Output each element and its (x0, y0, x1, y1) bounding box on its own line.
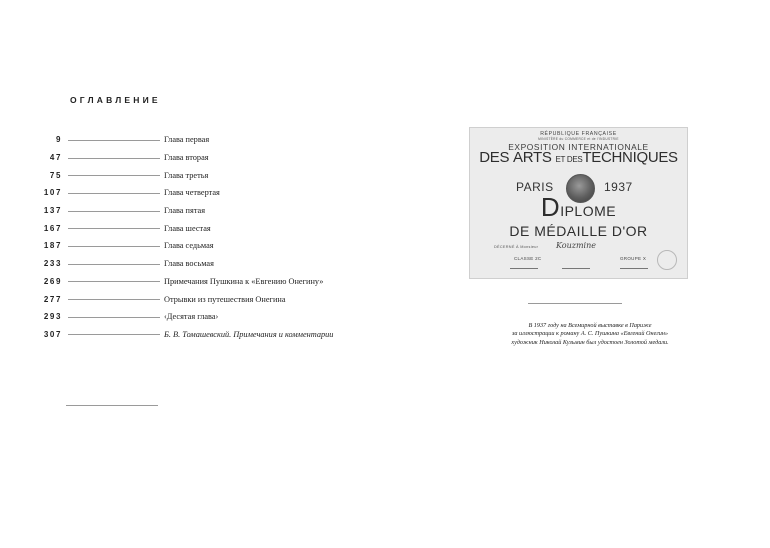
toc-entry-label[interactable]: Глава шестая (164, 223, 211, 233)
toc-entry[interactable] (28, 290, 358, 308)
toc-leader-line (68, 140, 160, 141)
medal-icon (566, 174, 595, 203)
toc-page-number: 167 (43, 223, 62, 233)
diploma-year: 1937 (604, 180, 633, 194)
toc-leader-line (68, 211, 160, 212)
toc-page-number: 75 (49, 170, 62, 180)
toc-entry[interactable] (28, 166, 358, 184)
toc-leader-line (68, 193, 160, 194)
signature-line (620, 268, 648, 269)
toc-leader-line (68, 175, 160, 176)
toc-entry[interactable] (28, 149, 358, 167)
toc-leader-line (68, 246, 160, 247)
toc-entry[interactable] (28, 184, 358, 202)
diploma-decerne: DÉCERNÉ À Monsieur (494, 245, 539, 249)
image-caption (470, 322, 710, 347)
diploma-recipient: Kouzmine (556, 241, 596, 250)
toc-page-number: 137 (43, 206, 62, 216)
toc-entry[interactable] (28, 326, 358, 344)
toc-page-number: 269 (43, 276, 62, 286)
toc-page-number: 9 (55, 135, 62, 145)
toc-entry[interactable] (28, 237, 358, 255)
toc-title: ОГЛАВЛЕНИЕ (70, 95, 161, 105)
toc-entry[interactable] (28, 131, 358, 149)
stamp-icon (657, 250, 677, 270)
toc-entry[interactable] (28, 219, 358, 237)
signature-line (562, 268, 590, 269)
caption-line: за иллюстрации к роману А. С. Пушкина «Евгений Онегин» (511, 330, 668, 338)
left-page-rule (66, 405, 158, 406)
toc-leader-line (68, 334, 160, 335)
toc-page-number: 233 (43, 259, 62, 269)
toc-leader-line (68, 281, 160, 282)
toc-page-number: 47 (49, 153, 62, 163)
toc-leader-line (68, 264, 160, 265)
diploma-groupe: GROUPE X (620, 256, 647, 261)
diploma-arts-techniques (470, 149, 687, 166)
toc-entry[interactable] (28, 255, 358, 273)
toc-entry-label[interactable]: Глава первая (164, 135, 210, 145)
toc-page-number: 307 (43, 329, 62, 339)
diploma-paris: PARIS (516, 180, 554, 194)
toc-leader-line (68, 299, 160, 300)
diploma-arts: ARTS (513, 149, 552, 166)
diploma-ministere: MINISTÈRE du COMMERCE et de l'INDUSTRIE (538, 137, 619, 141)
toc-page-number: 107 (43, 188, 62, 198)
diploma-et-des: ET DES (555, 155, 583, 164)
diploma-medaille: DE MÉDAILLE D'OR (509, 223, 648, 239)
diploma-heading (470, 192, 687, 222)
diploma-heading-rest: IPLOME (560, 203, 617, 219)
toc-page-number: 293 (43, 312, 62, 322)
toc-entry-label[interactable]: Глава вторая (164, 153, 209, 163)
toc-entry-label[interactable]: ‹Десятая глава› (164, 312, 219, 322)
toc-entry-label[interactable]: Отрывки из путешествия Онегина (164, 294, 286, 304)
diploma-classe: CLASSE 2C (514, 256, 542, 261)
toc-entry-label[interactable]: Глава восьмая (164, 259, 214, 269)
toc-leader-line (68, 228, 160, 229)
toc-entry-label[interactable]: Глава пятая (164, 206, 206, 216)
diploma-heading-initial: D (540, 192, 561, 222)
diploma-des: DES (479, 149, 510, 166)
diploma-exposition: EXPOSITION INTERNATIONALE (508, 142, 649, 152)
diploma-techniques: TECHNIQUES (582, 149, 678, 166)
caption-line: В 1937 году на Всемирной выставке в Париже (528, 322, 652, 329)
toc-entry-label[interactable]: Примечания Пушкина к «Евгению Онегину» (164, 276, 324, 286)
toc-entry-label[interactable]: Глава седьмая (164, 241, 214, 251)
toc-entry[interactable] (28, 202, 358, 220)
diploma-republique: RÉPUBLIQUE FRANÇAISE (540, 131, 617, 137)
signature-line (510, 268, 538, 269)
right-page-rule (528, 303, 622, 304)
toc-entry[interactable] (28, 273, 358, 291)
toc-leader-line (68, 317, 160, 318)
caption-line: художник Николай Кузьмин был удостоен Золотой медали. (511, 338, 669, 346)
toc-list (28, 131, 358, 343)
toc-entry-label[interactable]: Глава четвертая (164, 188, 220, 198)
toc-entry-label[interactable]: Глава третья (164, 170, 209, 180)
toc-entry[interactable] (28, 308, 358, 326)
toc-page-number: 277 (43, 294, 62, 304)
diploma-image (469, 127, 688, 279)
toc-entry-label[interactable]: Б. В. Томашевский. Примечания и комментарии (164, 329, 334, 339)
toc-leader-line (68, 158, 160, 159)
toc-page-number: 187 (43, 241, 62, 251)
